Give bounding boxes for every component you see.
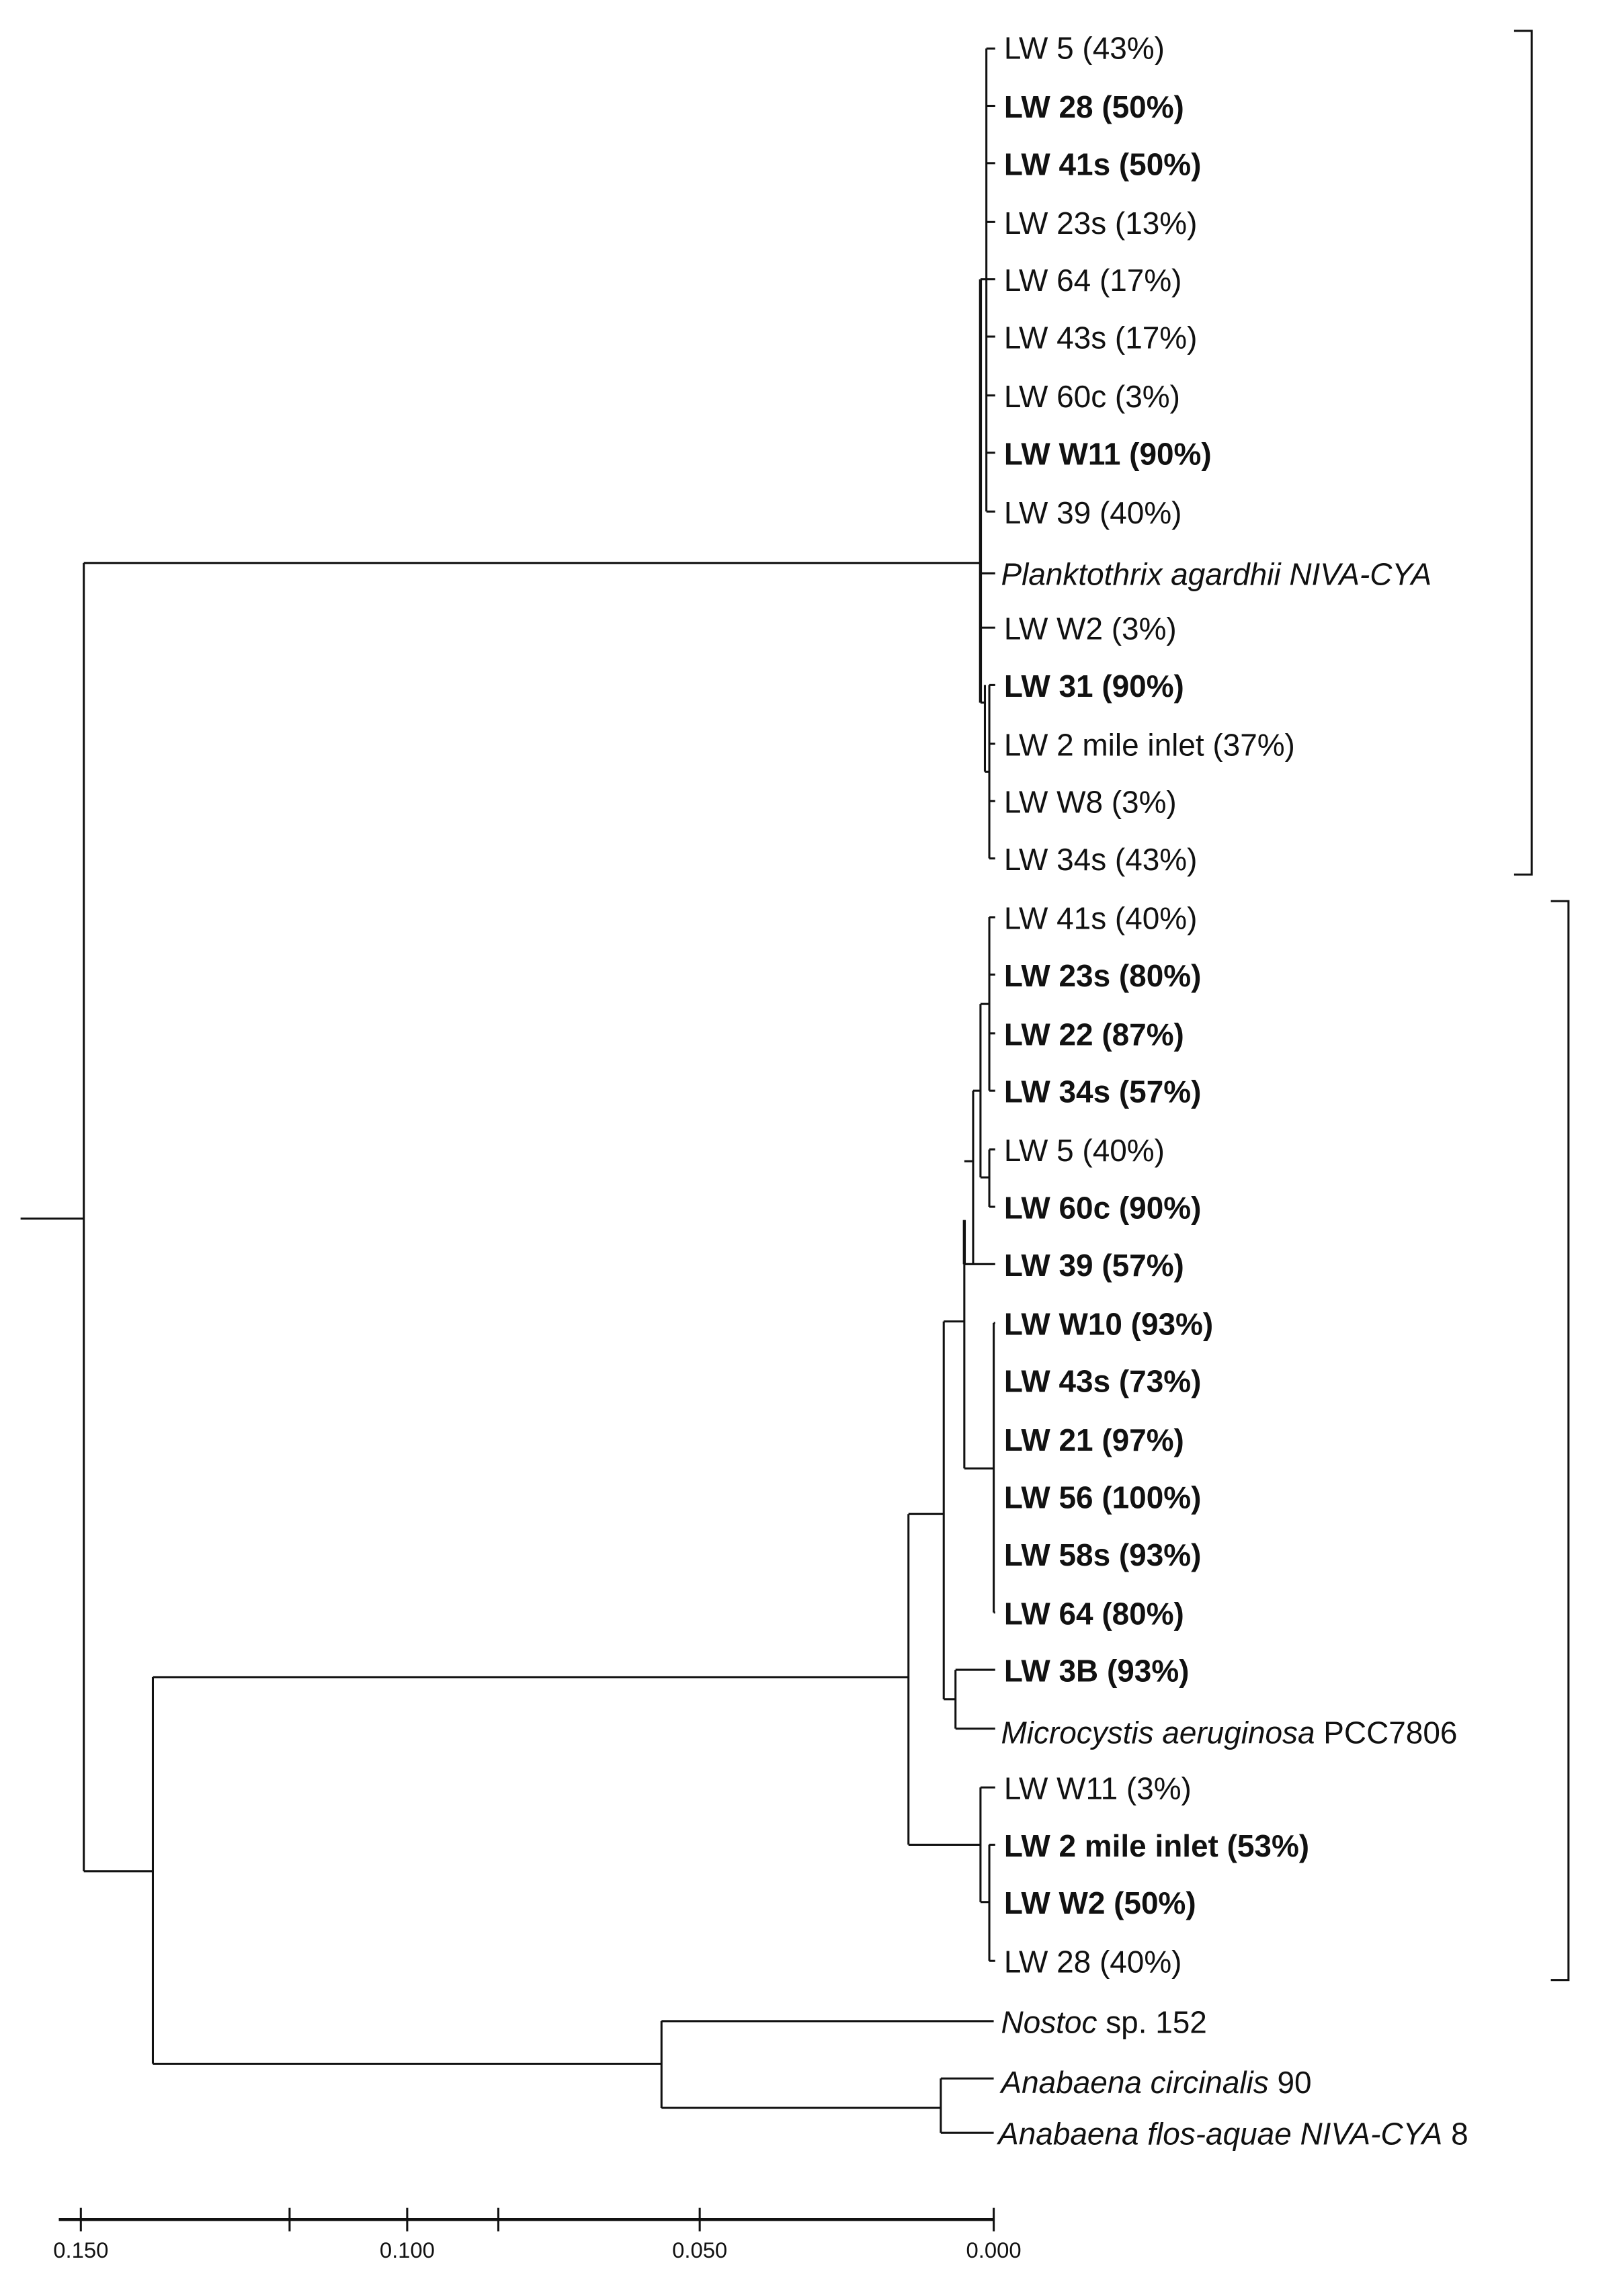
leaf-label: LW W11 (3%) (1003, 1771, 1192, 1806)
leaf-label: LW 2 mile inlet (37%) (1003, 727, 1295, 763)
strain-id: PCC7806 (1323, 1715, 1458, 1750)
leaf-label: LW W2 (3%) (1003, 611, 1177, 646)
leaf-label: LW 21 (97%) (1003, 1422, 1184, 1458)
leaf-label-anabaena-circinalis (999, 2065, 1312, 2100)
leaf-label: LW 5 (40%) (1003, 1133, 1165, 1168)
leaf-label: LW W2 (50%) (1003, 1885, 1196, 1921)
leaf-label: LW 60c (90%) (1003, 1190, 1202, 1226)
leaf-label: LW 28 (50%) (1003, 89, 1184, 125)
leaf-label-nostoc (1001, 2004, 1207, 2039)
cluster-1-labels (1001, 31, 1432, 878)
leaf-label: LW 3B (93%) (1003, 1653, 1190, 1689)
leaf-label: LW 34s (57%) (1003, 1074, 1202, 1109)
leaf-label: LW 43s (17%) (1003, 320, 1198, 355)
strain-id: 8 (1451, 2116, 1468, 2152)
cluster-2-bracket (1551, 901, 1569, 1980)
leaf-label: LW W10 (93%) (1003, 1306, 1214, 1342)
species-name: Microcystis aeruginosa (1001, 1715, 1315, 1750)
leaf-label: LW 64 (17%) (1003, 263, 1182, 298)
leaf-label-reference-strain: Planktothrix agardhii NIVA-CYA (1001, 556, 1432, 592)
leaf-label: LW 23s (13%) (1003, 205, 1198, 241)
leaf-label: LW 2 mile inlet (53%) (1003, 1828, 1310, 1863)
axis-tick-label: 0.000 (966, 2238, 1022, 2263)
strain-id: sp. 152 (1106, 2004, 1207, 2040)
leaf-label: LW 39 (57%) (1003, 1247, 1184, 1283)
leaf-label: LW 64 (80%) (1003, 1596, 1184, 1631)
leaf-label: LW 23s (80%) (1003, 958, 1202, 993)
species-name: Anabaena flos-aquae NIVA-CYA (998, 2116, 1443, 2152)
leaf-label: LW 43s (73%) (1003, 1363, 1202, 1399)
leaf-label-anabaena-flos-aquae (996, 2117, 1468, 2152)
strain-id: 90 (1277, 2065, 1312, 2100)
species-name: Anabaena circinalis (1001, 2065, 1269, 2100)
outgroup-labels (996, 2004, 1468, 2151)
cluster-1-bracket (1514, 31, 1532, 875)
leaf-label: LW 56 (100%) (1003, 1480, 1202, 1515)
axis-tick-label: 0.050 (672, 2238, 728, 2263)
tree-branches (21, 48, 995, 2133)
leaf-label: LW 34s (43%) (1003, 842, 1198, 878)
leaf-label: LW 41s (40%) (1003, 900, 1198, 936)
species-name: Nostoc (1001, 2004, 1097, 2040)
cluster-2-labels (1001, 901, 1458, 1980)
leaf-label: LW 28 (40%) (1003, 1944, 1182, 1980)
distance-scale-axis (53, 2208, 1021, 2262)
leaf-label: LW 31 (90%) (1003, 668, 1184, 704)
axis-tick-label: 0.150 (53, 2238, 109, 2263)
leaf-label-reference-strain (1001, 1715, 1458, 1750)
leaf-label: LW 41s (50%) (1003, 146, 1202, 182)
leaf-label: LW 39 (40%) (1003, 495, 1182, 530)
leaf-label: LW 60c (3%) (1003, 378, 1180, 414)
leaf-label: LW W8 (3%) (1003, 784, 1177, 820)
axis-tick-label: 0.100 (379, 2238, 435, 2263)
leaf-label: LW 5 (43%) (1003, 30, 1165, 66)
leaf-label: LW W11 (90%) (1003, 436, 1212, 472)
leaf-label: LW 58s (93%) (1003, 1537, 1202, 1572)
leaf-label: LW 22 (87%) (1003, 1017, 1184, 1052)
